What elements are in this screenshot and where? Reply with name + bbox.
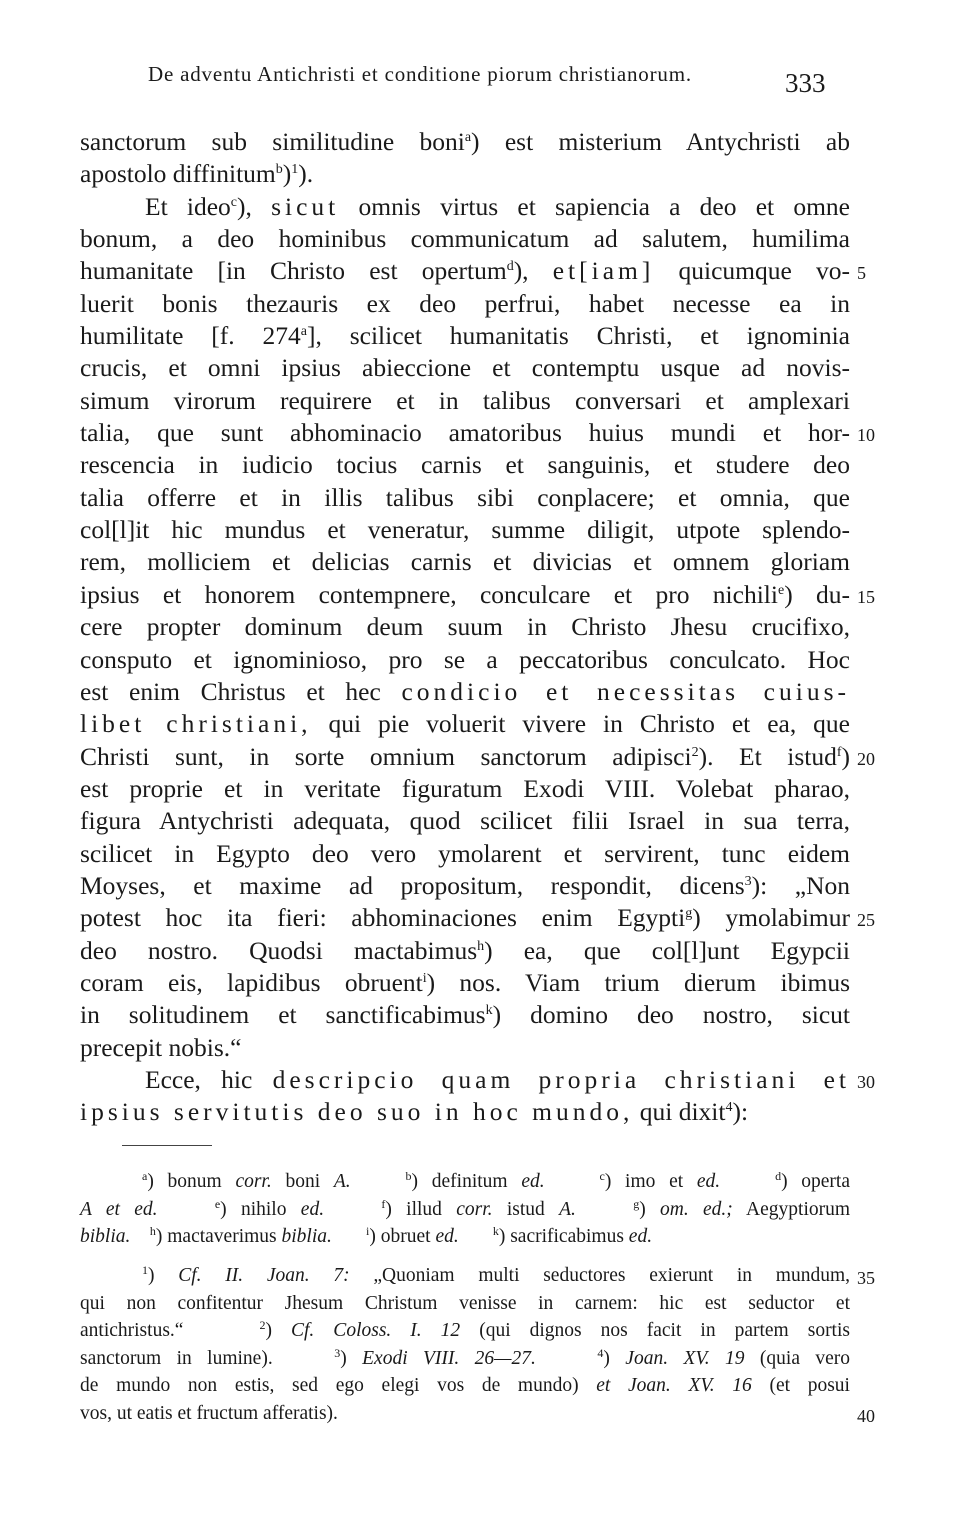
- text-line: est enim Christus et hec condicio et necessitas cuius-: [80, 676, 850, 706]
- text-line: consputo et ignominioso, pro se a peccatoribus conculcato. Hoc: [80, 644, 850, 674]
- line-number: 25: [857, 910, 875, 931]
- text-line: cere propter dominum deum suum in Christo Jhesu crucifixo,: [80, 612, 850, 642]
- text-line: col[l]it hic mundus et veneratur, summe diligit, utpote splendo-: [80, 515, 850, 545]
- text-line: est proprie et in veritate figuratum Exodi VIII. Volebat pharao,: [80, 773, 850, 803]
- text-line: coram eis, lapidibus obruent$^i$) nos. Viam trium dierum ibimus: [80, 967, 850, 997]
- line-number: 5: [857, 263, 866, 284]
- text-line: crucis, et omni ipsius abieccione et contemptu usque ad novis-: [80, 353, 850, 383]
- text-line: humanitate [in Christo est opertum$^d$), et[iam] quicumque vo-: [80, 256, 850, 286]
- note-line: qui non confitentur Jhesum Christum venisse in carnem: hic est seductor et: [80, 1292, 850, 1314]
- line-number: 30: [857, 1072, 875, 1093]
- apparatus-line: A et ed. $^e$) nihilo ed. $^f$) illud corr. istud A. $^g$) om. ed.; Aegyptiorum: [80, 1196, 851, 1220]
- apparatus-line: biblia. $^h$) mactaverimus biblia. $^i$) obruet ed. $^k$) sacrificabimus ed.: [80, 1224, 653, 1247]
- note-line: antichristus.“ $^2$) Cf. Coloss. I. 12 (qui dignos nos facit in partem sortis: [80, 1318, 850, 1341]
- line-number: 15: [857, 586, 875, 607]
- text-line: potest hoc ita fieri: abhominaciones enim Egypti$^g$) ymolabimur: [80, 903, 851, 933]
- text-line: sanctorum sub similitudine boni$^a$) est misterium Antychristi ab: [80, 127, 850, 156]
- page-number: 333: [785, 68, 826, 98]
- text-line: ipsius servitutis deo suo in hoc mundo, qui dixit$^4$):: [80, 1097, 749, 1127]
- source-notes: [80, 1262, 850, 1427]
- text-line: scilicet in Egypto deo vero ymolarent et servirent, tunc eidem: [80, 838, 850, 868]
- note-line: vos, ut eatis et fructum afferatis).: [80, 1402, 338, 1424]
- text-line: talia, que sunt abhominacio amatoribus huius mundi et hor-: [80, 418, 850, 448]
- text-line: rescencia in iudicio tocius carnis et sanguinis, et studere deo: [80, 450, 850, 480]
- text-line: simum virorum requirere et in talibus conversari et amplexari: [80, 385, 850, 415]
- text-line: Christi sunt, in sorte omnium sanctorum adipisci$^2$). Et istud$^f$): [80, 741, 850, 771]
- text-line: talia offerre et in illis talibus sibi conplacere; et omnia, que: [80, 482, 850, 512]
- text-line: luerit bonis thezauris ex deo perfrui, habet necesse ea in: [80, 288, 850, 318]
- line-number: 20: [857, 748, 875, 769]
- text-line: bonum, a deo hominibus communicatum ad salutem, humilima: [80, 224, 850, 254]
- line-number: 40: [857, 1405, 875, 1426]
- line-number: 10: [857, 425, 875, 446]
- note-line: sanctorum in lumine). $^3$) Exodi VIII. 26—27. $^4$) Joan. XV. 19 (quia vero: [80, 1345, 851, 1369]
- apparatus-line: $^a$) bonum corr. boni A. $^b$) definitum ed. $^c$) imo et ed. $^d$) operta: [142, 1169, 851, 1192]
- text-line: humilitate [f. 274$^a$], scilicet humanitatis Christi, et ignominia: [80, 321, 850, 351]
- main-text: [80, 126, 850, 1129]
- running-head: De adventu Antichristi et conditione piorum christianorum.: [148, 62, 692, 86]
- line-number: 35: [857, 1268, 875, 1288]
- text-line: ipsius et honorem contempnere, conculcare et pro nichili$^e$) du-: [80, 579, 851, 609]
- text-line: libet christiani, qui pie voluerit vivere in Christo et ea, que: [80, 709, 850, 739]
- footnote-rule: [122, 1145, 212, 1146]
- text-line: in solitudinem et sanctificabimus$^k$) domino deo nostro, sicut: [80, 1000, 850, 1030]
- note-line: $^1$) Cf. II. Joan. 7: „Quoniam multi seductores exierunt in mundum,: [142, 1263, 850, 1286]
- text-line: deo nostro. Quodsi mactabimus$^h$) ea, que col[l]unt Egypcii: [80, 935, 850, 965]
- text-line: Moyses, et maxime ad propositum, respondit, dicens$^3$): „Non: [80, 870, 851, 900]
- text-line: Et ideo$^c$), sicut omnis virtus et sapiencia a deo et omne: [145, 191, 850, 221]
- critical-apparatus: [80, 1168, 850, 1251]
- note-line: de mundo non estis, sed ego elegi vos de mundo) et Joan. XV. 16 (et posui: [80, 1375, 850, 1396]
- text-line: precepit nobis.“: [80, 1032, 242, 1062]
- text-line: apostolo diffinitum$^b$)$^1$).: [80, 159, 314, 189]
- text-line: Ecce, hic descripcio quam propria christiani et: [145, 1064, 851, 1094]
- text-line: rem, molliciem et delicias carnis et divicias et omnem gloriam: [80, 547, 850, 577]
- text-line: figura Antychristi adequata, quod scilicet filii Israel in sua terra,: [80, 806, 850, 836]
